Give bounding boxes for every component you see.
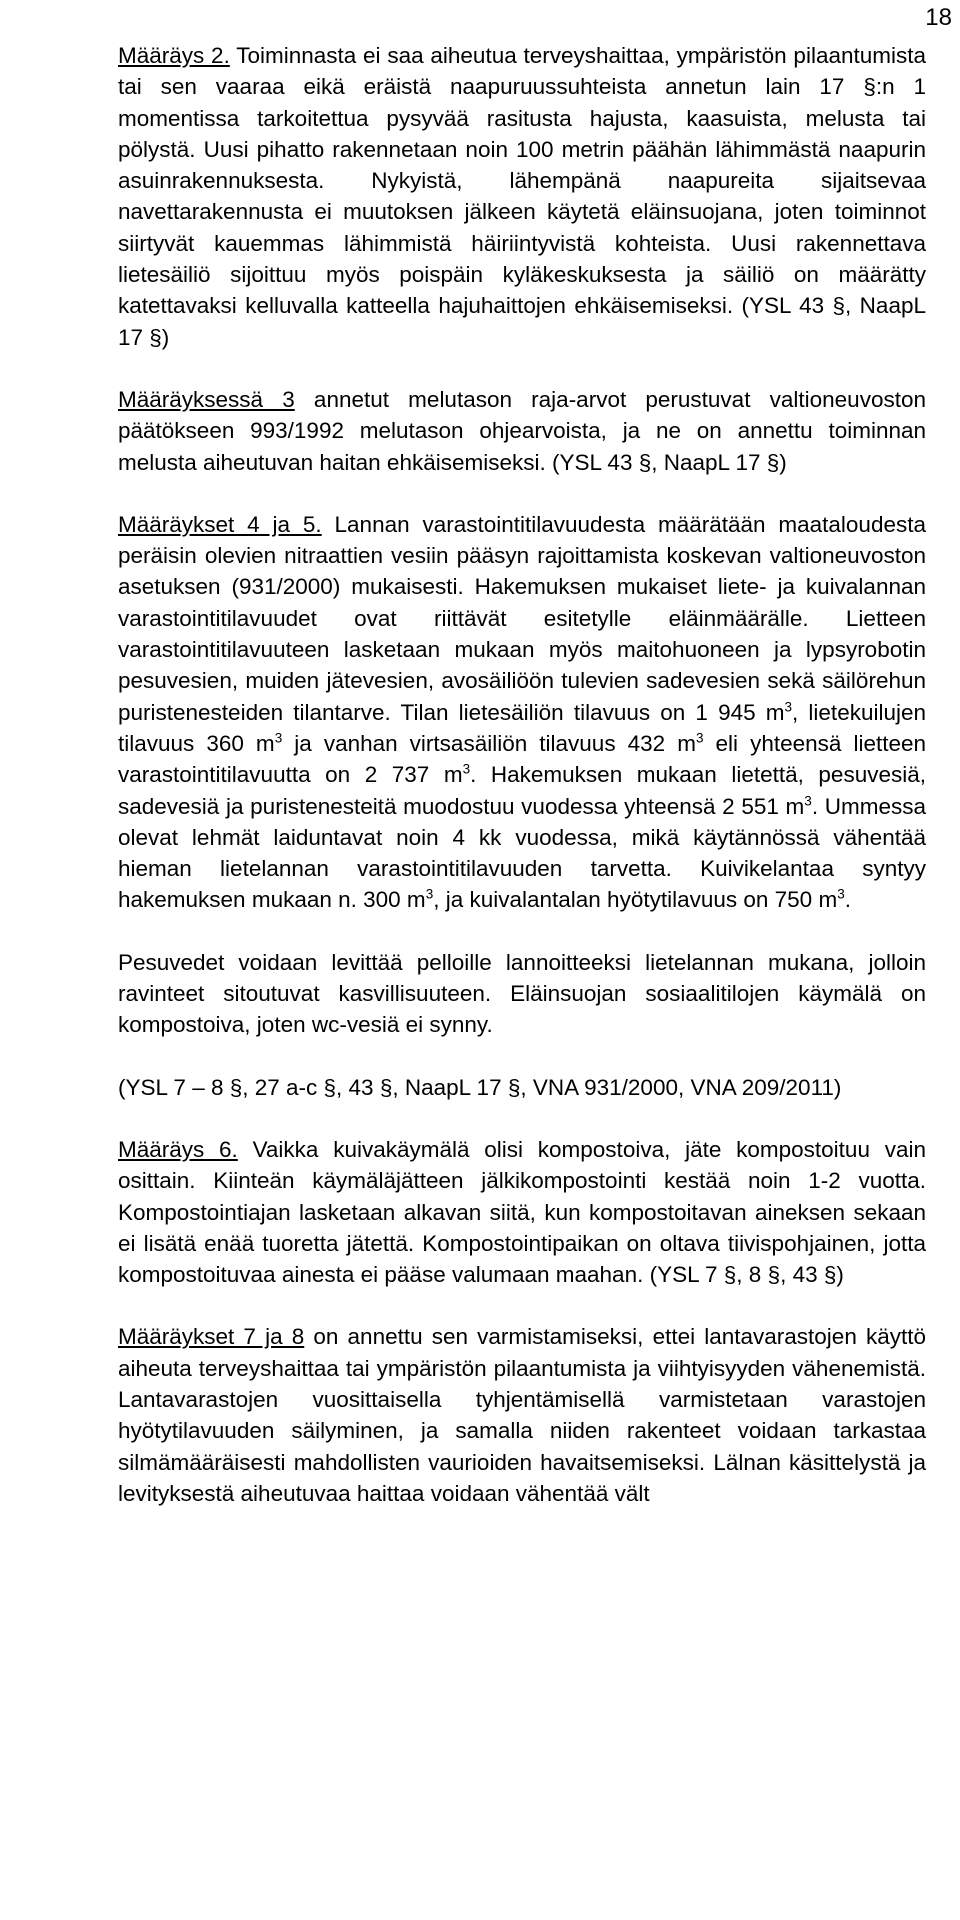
paragraph-text: , lietekuilujen tilavuus 360 m xyxy=(118,699,927,756)
superscript: 3 xyxy=(804,793,812,809)
paragraph-text: ja vanhan virtsasäiliön tilavuus 432 m xyxy=(282,730,696,756)
paragraph-legal-references xyxy=(118,1072,926,1103)
paragraph-text: . Ummessa olevat lehmät laiduntavat noin 4 kk vuodessa, mikä käytännössä vähentää hieman lietelannan varastointitilavuuden tarvetta. Kuivikelantaa syntyy hakemuksen mukaan n. 300 m xyxy=(118,793,926,913)
paragraph-text: . xyxy=(844,887,851,913)
paragraph-maaraykset-7-8 xyxy=(118,1321,926,1509)
paragraph-label: Määräys 6. xyxy=(118,1136,238,1162)
paragraph-text: Lannan varastointitilavuudesta määrätään maataloudesta peräisin olevien nitraattien vesiin pääsyn rajoittamista koskevan valtioneuvoston asetuksen (931/2000) mukaisesti. Hakemuksen mukaiset liete- ja kuivalannan varastointitilavuudet ovat riittävät esitetylle eläinmäärälle. Lietteen varastointitilavuuteen lasketaan mukaan myös maitohuoneen ja lypsyrobotin pesuvesien, muiden jätevesien, avosäiliöön tulevien sadevesien sekä säilörehun puristenesteiden tilantarve. Tilan lietesäiliön tilavuus on 1 945 m xyxy=(118,511,926,725)
paragraph-gap xyxy=(118,478,926,509)
paragraph-text: Pesuvedet voidaan levittää pelloille lannoitteeksi lietelannan mukana, jolloin ravinteet sitoutuvat kasvillisuuteen. Eläinsuojan sosiaalitilojen käymälä on kompostoiva, joten wc-vesiä ei synny. xyxy=(118,949,926,1038)
paragraph-text: Vaikka kuivakäymälä olisi kompostoiva, jäte kompostoituu vain osittain. Kiinteän käymäläjätteen jälkikompostointi kestää noin 1-2 vuotta. Kompostointiajan lasketaan alkavan siitä, kun kompostoitavan aineksen sekaan ei lisätä enää tuoretta jätettä. Kompostointipaikan on oltava tiivispohjainen, jotta kompostoituvaa ainesta ei pääse valumaan maahan. (YSL 7 §, 8 §, 43 §) xyxy=(118,1136,926,1288)
paragraph-text: eli yhteensä lietteen varastointitilavuutta on 2 737 m xyxy=(118,730,927,788)
paragraph-gap xyxy=(118,916,926,947)
paragraph-maarays-6 xyxy=(118,1134,926,1290)
superscript: 3 xyxy=(425,886,434,902)
paragraph-text: (YSL 7 – 8 §, 27 a-c §, 43 §, NaapL 17 §, VNA 931/2000, VNA 209/2011) xyxy=(118,1074,842,1100)
page-number: 18 xyxy=(925,4,952,31)
paragraph-label: Määräys 2. xyxy=(118,43,230,68)
paragraph-pesuvedet xyxy=(118,947,926,1041)
superscript: 3 xyxy=(695,730,704,746)
paragraph-maaraykset-4-5 xyxy=(118,509,926,916)
paragraph-maarays-3 xyxy=(118,384,926,478)
superscript: 3 xyxy=(784,699,793,715)
paragraph-text: on annettu sen varmistamiseksi, ettei lantavarastojen käyttö aiheuta terveyshaittaa tai ympäristön pilaantumista ja viihtyisyyden vähenemistä. Lantavarastojen vuosittaisella tyhjentämisellä varmistetaan varastojen hyötytilavuuden säilyminen, ja samalla niiden rakenteet voidaan tarkastaa silmämääräisesti mahdollisten vaurioiden havaitsemiseksi. Lälnan käsittelystä ja levityksestä aiheutuvaa haittaa voidaan vähentää vält xyxy=(118,1324,926,1506)
paragraph-text: . Hakemuksen mukaan lietettä, pesuvesiä, sadevesiä ja puristenesteitä muodostuu vuodessa yhteensä 2 551 m xyxy=(118,762,926,819)
paragraph-gap xyxy=(118,1290,926,1321)
paragraph-text: , ja kuivalantalan hyötytilavuus on 750 m xyxy=(433,887,838,913)
paragraph-text: annetut melutason raja-arvot perustuvat valtioneuvoston päätökseen 993/1992 melutason ohjearvoista, ja ne on annettu toiminnan melusta aiheutuvan haitan ehkäisemiseksi. (YSL 43 §, NaapL 17 §) xyxy=(118,386,926,475)
paragraph-text: Toiminnasta ei saa aiheutua terveyshaittaa, ympäristön pilaantumista tai sen vaaraa eikä eräistä naapuruussuhteista annetun lain 17 §:n 1 momentissa tarkoitettua pysyvää rasitusta hajusta, kaasuista, melusta tai pölystä. Uusi pihatto rakennetaan noin 100 metrin päähän lähimmästä naapurin asuinrakennuksesta. Nykyistä, lähempänä naapureita sijaitsevaa navettarakennusta ei muutoksen jälkeen käytetä eläinsuojana, joten toiminnot siirtyvät kauemmas lähimmistä häiriintyvistä kohteista. Uusi rakennettava lietesäiliö sijoittuu myös poispäin kyläkeskuksesta ja säiliö on määrätty katettavaksi kelluvalla katteella hajuhaittojen ehkäisemiseksi. (YSL 43 §, NaapL 17 §) xyxy=(118,43,927,350)
superscript: 3 xyxy=(462,761,471,777)
paragraph-label: Määräykset 4 ja 5. xyxy=(118,511,322,537)
superscript: 3 xyxy=(274,730,283,746)
paragraph-label: Määräyksessä 3 xyxy=(118,386,295,412)
paragraph-gap xyxy=(118,353,926,384)
paragraph-label: Määräykset 7 ja 8 xyxy=(118,1324,305,1350)
document-body xyxy=(118,40,926,1509)
superscript: 3 xyxy=(837,886,845,902)
paragraph-gap xyxy=(118,1041,926,1072)
paragraph-maarays-2 xyxy=(118,40,926,353)
paragraph-gap xyxy=(118,1103,926,1134)
